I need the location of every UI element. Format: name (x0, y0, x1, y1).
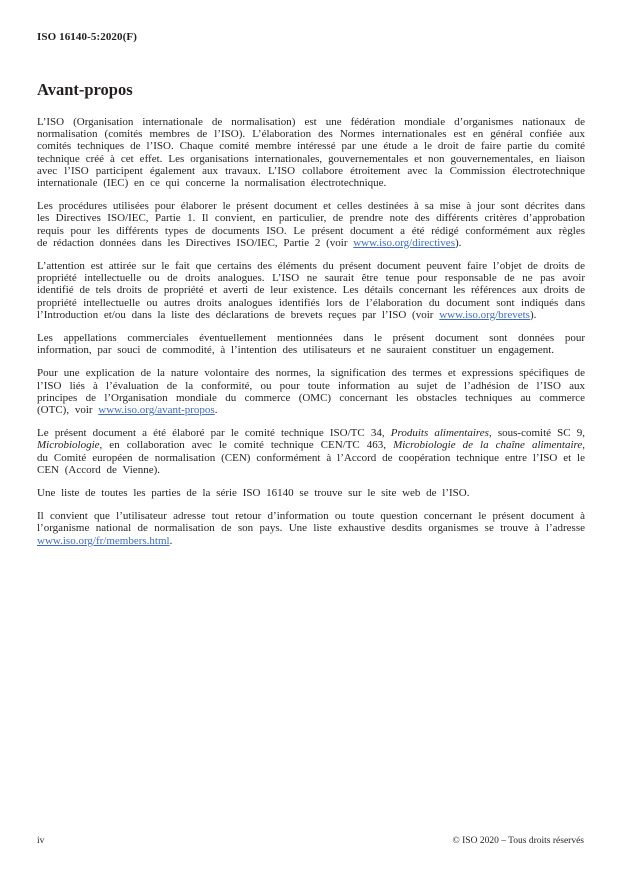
paragraph-text: , sous-comité SC 9, (488, 427, 585, 440)
foreword-paragraph (37, 427, 585, 476)
avant-propos-link[interactable]: www.iso.org/avant-propos (98, 404, 215, 417)
foreword-paragraph (37, 116, 585, 189)
directives-link[interactable]: www.iso.org/directives (353, 236, 455, 249)
paragraph-text: Il convient que l’utilisateur adresse tout retour d’information ou toute question concernant le présent document à l’organisme national de normalisation de son pays. Une liste exhaustive desdits organismes se trouve à l’adresse (37, 510, 585, 535)
paragraph-text: , du Comité européen de normalisation (CEN) conformément à l’Accord de coopération technique entre l’ISO et le CEN (Accord de Vienne). (37, 439, 585, 476)
page-footer (37, 836, 584, 846)
paragraph-text: Une liste de toutes les parties de la série ISO 16140 se trouve sur le site web de l’ISO. (37, 487, 470, 500)
copyright-notice: © ISO 2020 – Tous droits réservés (452, 836, 584, 846)
paragraph-text: ). (454, 236, 462, 249)
foreword-paragraph (37, 487, 585, 499)
page-title: Avant-propos (37, 80, 133, 99)
paragraph-text: , en collaboration avec le comité technique CEN/TC 463, (99, 439, 394, 452)
brevets-link[interactable]: www.iso.org/brevets (439, 308, 530, 321)
committee-name: Microbiologie (37, 439, 100, 452)
paragraph-text: ). (529, 308, 537, 321)
foreword-paragraph (37, 260, 585, 321)
document-reference: ISO 16140-5:2020(F) (37, 31, 137, 43)
foreword-paragraph (37, 332, 585, 356)
members-link[interactable]: www.iso.org/fr/members.html (37, 534, 170, 547)
paragraph-text: Le présent document a été élaboré par le comité technique ISO/TC 34, (37, 427, 391, 440)
foreword-paragraph (37, 510, 585, 547)
paragraph-text: . (169, 534, 173, 547)
foreword-paragraph (37, 200, 585, 249)
foreword-paragraphs (37, 116, 585, 558)
foreword-paragraph (37, 367, 585, 416)
paragraph-text: Les appellations commerciales éventuellement mentionnées dans le présent document sont données pour information, par souci de commodité, à l’intention des utilisateurs et ne sauraient constituer un engagement. (37, 332, 585, 357)
committee-name: Produits alimentaires (390, 427, 489, 440)
committee-name: Microbiologie de la chaîne alimentaire (393, 439, 583, 452)
paragraph-text: Les procédures utilisées pour élaborer le présent document et celles destinées à sa mise à jour sont décrites dans les Directives ISO/IEC, Partie 1. Il convient, en particulier, de prendre note des différents critères d’approbation requis pour les différents types de documents ISO. Le présent document a été rédigé conformément aux règles de rédaction données dans les Directives ISO/IEC, Partie 2 (voir (37, 200, 585, 249)
paragraph-text: . (214, 404, 218, 417)
paragraph-text: L’ISO (Organisation internationale de normalisation) est une fédération mondiale d’organismes nationaux de normalisation (comités membres de l’ISO). L’élaboration des Normes internationales est en général confiée aux comités techniques de l’ISO. Chaque comité membre intéressé par une étude a le droit de faire partie du comité technique créé à cet effet. Les organisations internationales, gouvernementales et non gouvernementales, en liaison avec l’ISO participent également aux travaux. L’ISO collabore étroitement avec la Commission électrotechnique internationale (IEC) en ce qui concerne la normalisation électrotechnique. (37, 116, 585, 190)
paragraph-text: L’attention est attirée sur le fait que certains des éléments du présent document peuvent faire l’objet de droits de propriété intellectuelle ou de droits analogues. L’ISO ne saurait être tenue pour responsable de ne pas avoir identifié de tels droits de propriété et averti de leur existence. Les détails concernant les références aux droits de propriété intellectuelle ou autres droits analogues identifiés lors de l’élaboration du document sont indiqués dans l’Introduction et/ou dans la liste des déclarations de brevets reçues par l’ISO (voir (37, 260, 585, 321)
paragraph-text: Pour une explication de la nature volontaire des normes, la signification des termes et expressions spécifiques de l’ISO liés à l’évaluation de la conformité, ou pour toute information au sujet de l’adhésion de l’ISO aux principes de l’Organisation mondiale du commerce (OMC) concernant les obstacles techniques au commerce (OTC), voir (37, 367, 585, 417)
page-number: iv (37, 836, 45, 846)
